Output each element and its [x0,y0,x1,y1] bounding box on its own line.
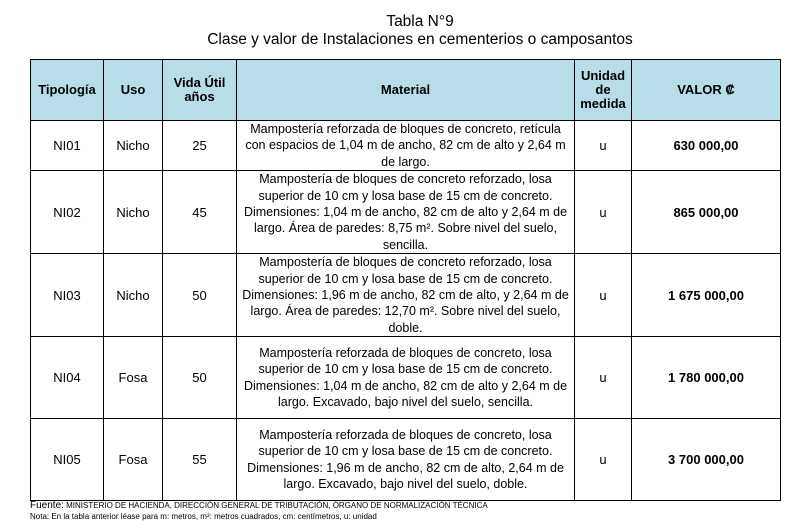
header-material: Material [237,60,575,121]
cell-valor: 1 675 000,00 [632,254,781,337]
cell-tipologia: NI04 [31,337,104,419]
cell-tipologia: NI03 [31,254,104,337]
cell-tipologia: NI02 [31,171,104,254]
cell-material: Mampostería reforzada de bloques de concreto, retícula con espacios de 1,04 m de ancho, 82 cm de alto y 2,64 m de largo. [237,121,575,171]
table-subtitle: Clase y valor de Instalaciones en cementerios o camposantos [207,31,633,48]
valuation-table [30,59,781,501]
cell-unidad: u [575,254,632,337]
cell-vida-util: 55 [163,419,237,501]
table-title: Tabla N°9 [386,13,454,30]
header-valor: VALOR ₡ [632,60,781,121]
table-row [31,419,781,501]
header-row [31,60,781,121]
cell-vida-util: 25 [163,121,237,171]
cell-vida-util: 45 [163,171,237,254]
table-row [31,254,781,337]
cell-unidad: u [575,121,632,171]
cell-uso: Fosa [104,337,163,419]
cell-material: Mampostería reforzada de bloques de concreto, losa superior de 10 cm y losa base de 15 cm de concreto. Dimensiones: 1,04 m de ancho, 82 cm de alto y 2,64 m de largo. Excavado, bajo nivel del suelo, sencilla. [237,337,575,419]
cell-material: Mampostería de bloques de concreto reforzado, losa superior de 10 cm y losa base de 15 cm de concreto. Dimensiones: 1,96 m de ancho, 82 cm de alto, y 2,64 m de largo. Área de paredes: 12,70 m². Sobre nivel del suelo, doble. [237,254,575,337]
cell-unidad: u [575,337,632,419]
header-unidad-label: Unidad de medida [580,68,626,111]
header-uso: Uso [104,60,163,121]
header-vida-util-label: Vida Útil años [173,75,226,104]
header-unidad [575,60,632,121]
cell-vida-util: 50 [163,337,237,419]
header-tipologia: Tipología [31,60,104,121]
cell-uso: Nicho [104,171,163,254]
cell-tipologia: NI05 [31,419,104,501]
cell-uso: Fosa [104,419,163,501]
cell-unidad: u [575,171,632,254]
cell-valor: 1 780 000,00 [632,337,781,419]
table-row [31,171,781,254]
cell-valor: 3 700 000,00 [632,419,781,501]
source-note [30,501,488,511]
legend-note: Nota: En la tabla anterior léase para m: metros, m²: metros cuadrados, cm: centímetros, u: unidad [30,512,377,521]
header-vida-util [163,60,237,121]
cell-uso: Nicho [104,121,163,171]
cell-valor: 865 000,00 [632,171,781,254]
cell-uso: Nicho [104,254,163,337]
table-row [31,121,781,171]
cell-unidad: u [575,419,632,501]
cell-material: Mampostería de bloques de concreto reforzado, losa superior de 10 cm y losa base de 15 cm de concreto. Dimensiones: 1,04 m de ancho, 82 cm de alto y 2,64 m de largo. Área de paredes: 8,75 m². Sobre nivel del suelo, sencilla. [237,171,575,254]
table-row [31,337,781,419]
source-label: Fuente: [30,500,64,511]
cell-tipologia: NI01 [31,121,104,171]
cell-vida-util: 50 [163,254,237,337]
source-text: MINISTERIO DE HACIENDA, DIRECCIÓN GENERAL DE TRIBUTACIÓN, ÓRGANO DE NORMALIZACIÓN TÉCNICA [63,501,488,510]
cell-material: Mampostería reforzada de bloques de concreto, losa superior de 10 cm y losa base de 15 cm de concreto. Dimensiones: 1,96 m de ancho, 82 cm de alto, 2,64 m de largo. Excavado, bajo nivel del suelo, doble. [237,419,575,501]
cell-valor: 630 000,00 [632,121,781,171]
